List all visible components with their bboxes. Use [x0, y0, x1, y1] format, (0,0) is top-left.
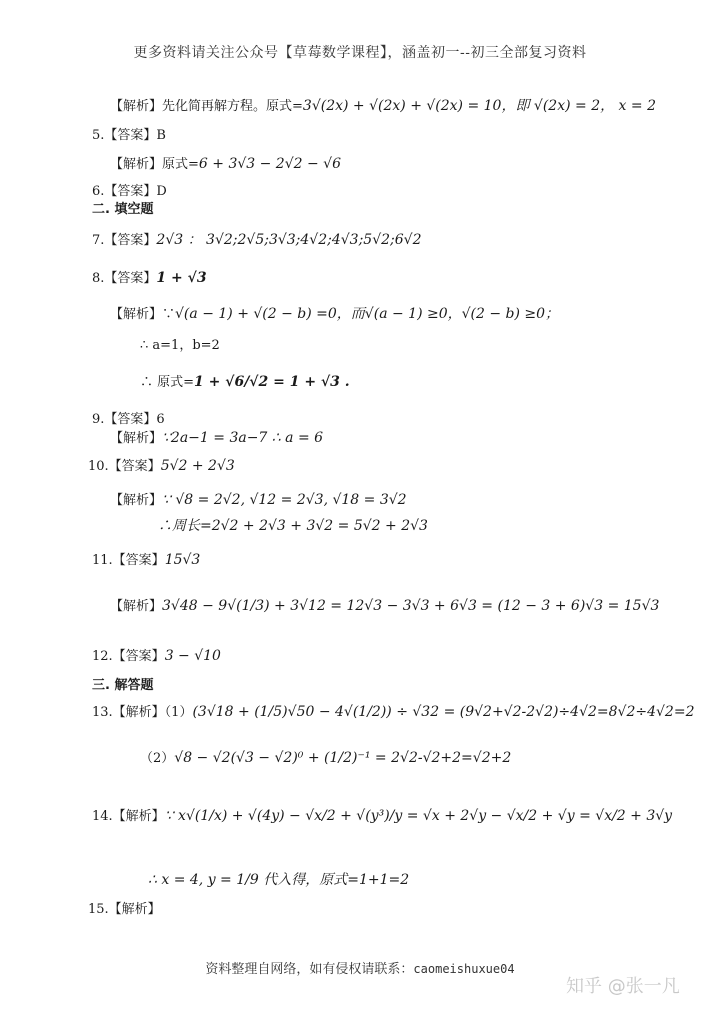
line-19: 12.【答案】3 − √10: [92, 648, 221, 664]
footer-contact: caomeishuxue04: [413, 962, 515, 976]
line-15: 【解析】∵ √8 = 2√2, √12 = 2√3, √18 = 3√2: [110, 492, 407, 508]
watermark: 知乎 @张一凡: [566, 976, 680, 997]
line-4: 6.【答案】D: [92, 184, 167, 199]
line-10: ∴ a=1，b=2: [140, 338, 220, 353]
line-12: 9.【答案】6: [92, 412, 165, 427]
line-1: 【解析】先化简再解方程。原式=3√(2x) + √(2x) + √(2x) = 10，即 √(2x) = 2， x = 2: [110, 98, 656, 114]
line-9: 【解析】∵√(a − 1) + √(2 − b) =0，而√(a − 1) ≥0，√(2 − b) ≥0；: [110, 306, 560, 322]
line-17: 11.【答案】15√3: [92, 552, 201, 568]
section-solve: 三. 解答题: [92, 678, 154, 693]
line-3: 【解析】原式=6 + 3√3 − 2√2 − √6: [110, 156, 342, 172]
footer-text: 资料整理自网络，如有侵权请联系：: [205, 962, 414, 977]
line-14: 10.【答案】5√2 + 2√3: [88, 458, 235, 474]
page-header: 更多资料请关注公众号【草莓数学课程】，涵盖初一--初三全部复习资料: [133, 45, 587, 61]
line-24: ∴ x = 4, y = 1/9 代入得，原式=1+1=2: [148, 872, 410, 888]
section-fill-in: 二. 填空题: [92, 202, 154, 217]
line-22: （2）√8 − √2(√3 − √2)⁰ + (1/2)⁻¹ = 2√2-√2+2=√2+2: [140, 750, 512, 766]
line-16: ∴周长=2√2 + 2√3 + 3√2 = 5√2 + 2√3: [158, 518, 428, 534]
line-2: 5.【答案】B: [92, 128, 166, 143]
line-21: 13.【解析】（1）(3√18 + (1/5)√50 − 4√(1/2)) ÷ √32 = (9√2+√2-2√2)÷4√2=8√2÷4√2=2: [92, 704, 695, 720]
line-7: 7.【答案】2√3 ： 3√2;2√5;3√3;4√2;4√3;5√2;6√2: [92, 232, 422, 248]
line-18: 【解析】3√48 − 9√(1/3) + 3√12 = 12√3 − 3√3 + 6√3 = (12 − 3 + 6)√3 = 15√3: [110, 598, 660, 614]
line-25: 15.【解析】: [88, 902, 161, 917]
line-8: 8.【答案】1 + √3: [92, 270, 207, 286]
line-11: ∴ 原式=1 + √6/√2 = 1 + √3 .: [140, 374, 350, 390]
line-23: 14.【解析】∵ x√(1/x) + √(4y) − √x/2 + √(y³)/y = √x + 2√y − √x/2 + √y = √x/2 + 3√y: [92, 808, 673, 824]
line-13: 【解析】∵2a−1 = 3a−7 ∴ a = 6: [110, 430, 324, 446]
